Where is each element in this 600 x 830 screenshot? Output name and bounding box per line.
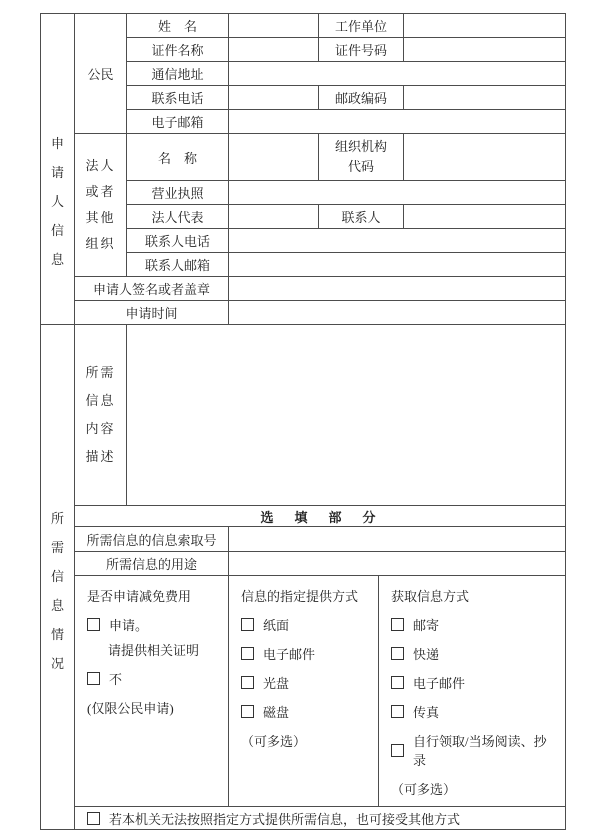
field-label-contact-person: 联系人	[319, 205, 404, 229]
checkbox-option-email-obtain[interactable]	[391, 673, 559, 692]
checkbox-option-express[interactable]	[391, 644, 559, 663]
field-label-purpose: 所需信息的用途	[75, 552, 229, 576]
checkbox-unchecked-icon[interactable]	[87, 672, 100, 685]
checkbox-option-fax[interactable]	[391, 702, 559, 721]
input-purpose[interactable]	[229, 552, 566, 576]
field-label-email: 电子邮箱	[127, 110, 229, 134]
fee-waiver-title: 是否申请减免费用	[87, 589, 192, 604]
option-fax-label: 传真	[413, 705, 440, 720]
citizen-group-label-text: 公民	[87, 67, 114, 82]
obtain-method-note: （可多选）	[391, 782, 457, 797]
option-email-obtain-label: 电子邮件	[413, 676, 466, 691]
input-id-number[interactable]	[404, 38, 566, 62]
designated-provide-method-note: （可多选）	[241, 734, 307, 749]
input-content-description[interactable]	[127, 325, 566, 506]
checkbox-option-disk[interactable]	[241, 702, 372, 721]
fee-waiver-cell	[75, 576, 229, 807]
citizen-group-label	[75, 14, 127, 134]
checkbox-option-apply[interactable]	[87, 615, 222, 634]
checkbox-unchecked-icon[interactable]	[87, 812, 100, 825]
checkbox-unchecked-icon[interactable]	[241, 705, 254, 718]
input-apply-time[interactable]	[229, 301, 566, 325]
obtain-method-column	[379, 576, 565, 806]
checkbox-option-self-pickup[interactable]	[391, 731, 559, 769]
input-index-number[interactable]	[229, 527, 566, 552]
option-apply-note: 请提供相关证明	[108, 643, 200, 658]
checkbox-option-no[interactable]	[87, 669, 222, 688]
input-org-name[interactable]	[229, 134, 319, 181]
fee-waiver-note: (仅限公民申请)	[87, 701, 174, 716]
field-label-business-license: 营业执照	[127, 181, 229, 205]
checkbox-unchecked-icon[interactable]	[87, 618, 100, 631]
input-name[interactable]	[229, 14, 319, 38]
checkbox-unchecked-icon[interactable]	[241, 618, 254, 631]
checkbox-unchecked-icon[interactable]	[391, 744, 404, 757]
checkbox-unchecked-icon[interactable]	[241, 676, 254, 689]
checkbox-option-email-delivery[interactable]	[241, 644, 372, 663]
checkbox-unchecked-icon[interactable]	[391, 647, 404, 660]
field-label-phone: 联系电话	[127, 86, 229, 110]
org-group-label-text: 法人或者其他组织	[85, 158, 116, 251]
input-contact-person[interactable]	[404, 205, 566, 229]
field-label-signature: 申请人签名或者盖章	[75, 277, 229, 301]
section-applicant-side-label	[41, 14, 75, 325]
input-work-unit[interactable]	[404, 14, 566, 38]
applicant-side-label-text: 申请人信息	[50, 135, 64, 267]
field-label-id-number: 证件号码	[319, 38, 404, 62]
input-postcode[interactable]	[404, 86, 566, 110]
option-apply-label: 申请。	[109, 618, 149, 633]
input-signature[interactable]	[229, 277, 566, 301]
org-code-label-text: 组织机构代码	[334, 139, 387, 174]
checkbox-unchecked-icon[interactable]	[391, 618, 404, 631]
option-cd-label: 光盘	[263, 676, 290, 691]
checkbox-unchecked-icon[interactable]	[391, 705, 404, 718]
org-group-label	[75, 134, 127, 277]
input-business-license[interactable]	[229, 181, 566, 205]
field-label-contact-email: 联系人邮箱	[127, 253, 229, 277]
checkbox-unchecked-icon[interactable]	[391, 676, 404, 689]
required-info-side-label-text: 所需信息情况	[50, 511, 64, 671]
field-label-org-code	[319, 134, 404, 181]
input-address[interactable]	[229, 62, 566, 86]
application-form-table	[40, 13, 566, 830]
checkbox-option-mail[interactable]	[391, 615, 559, 634]
designated-provide-method-title: 信息的指定提供方式	[241, 589, 359, 604]
field-label-address: 通信地址	[127, 62, 229, 86]
input-email[interactable]	[229, 110, 566, 134]
section-required-info-side-label	[41, 325, 75, 830]
fallback-option-label: 若本机关无法按照指定方式提供所需信息，也可接受其他方式	[109, 811, 461, 827]
option-express-label: 快递	[413, 647, 440, 662]
field-label-org-name: 名 称	[127, 134, 229, 181]
option-disk-label: 磁盘	[263, 705, 290, 720]
field-label-apply-time: 申请时间	[75, 301, 229, 325]
field-label-name: 姓 名	[127, 14, 229, 38]
field-label-postcode: 邮政编码	[319, 86, 404, 110]
input-id-type[interactable]	[229, 38, 319, 62]
option-no-label: 不	[109, 672, 123, 687]
input-phone[interactable]	[229, 86, 319, 110]
obtain-method-title: 获取信息方式	[391, 589, 470, 604]
designated-provide-method-column	[229, 576, 378, 758]
obtain-method-cell	[379, 576, 566, 807]
content-description-label-text: 所需信息内容描述	[85, 365, 116, 464]
field-label-id-type: 证件名称	[127, 38, 229, 62]
input-org-code[interactable]	[404, 134, 566, 181]
checkbox-option-cd[interactable]	[241, 673, 372, 692]
checkbox-option-paper[interactable]	[241, 615, 372, 634]
fallback-option-cell	[75, 807, 566, 830]
fee-waiver-column	[75, 576, 228, 725]
field-label-legal-rep: 法人代表	[127, 205, 229, 229]
option-self-pickup-label: 自行领取/当场阅读、抄录	[413, 734, 547, 768]
option-email-delivery-label: 电子邮件	[263, 647, 316, 662]
option-paper-label: 纸面	[263, 618, 290, 633]
field-label-index-number: 所需信息的信息索取号	[75, 527, 229, 552]
input-contact-email[interactable]	[229, 253, 566, 277]
designated-provide-method-cell	[229, 576, 379, 807]
optional-part-header: 选 填 部 分	[75, 506, 566, 527]
field-label-contact-phone: 联系人电话	[127, 229, 229, 253]
input-legal-rep[interactable]	[229, 205, 319, 229]
checkbox-option-fallback[interactable]	[75, 809, 565, 828]
option-mail-label: 邮寄	[413, 618, 440, 633]
checkbox-unchecked-icon[interactable]	[241, 647, 254, 660]
field-label-work-unit: 工作单位	[319, 14, 404, 38]
field-label-content-description	[75, 325, 127, 506]
input-contact-phone[interactable]	[229, 229, 566, 253]
